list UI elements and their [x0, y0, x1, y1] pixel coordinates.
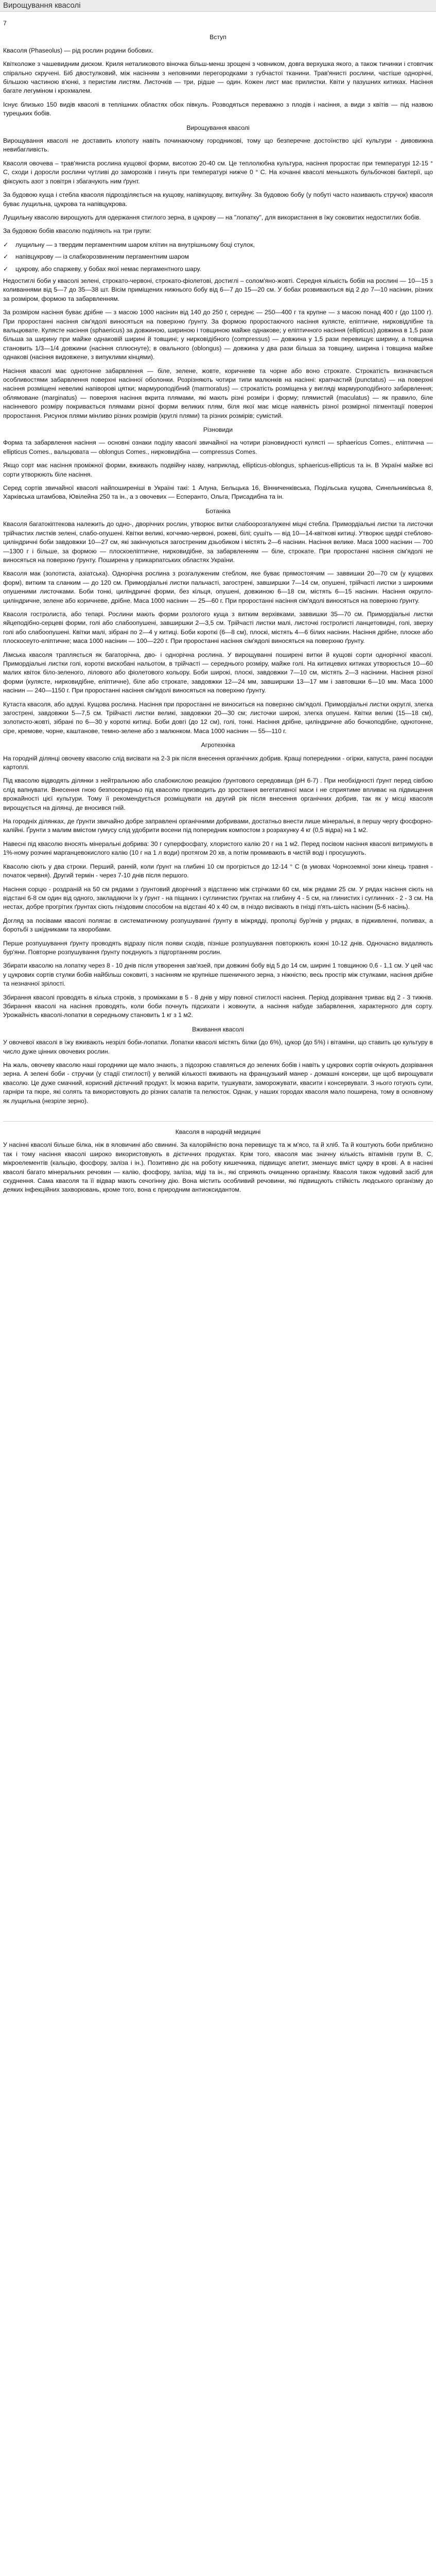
paragraph: Квасолю сіють у два строки. Перший, ранній, коли ґрунт на глибині 10 см прогріється до 12-14 ° С (в умовах Чорноземної зони кінець травня - початок червня). Другий термін - через 7-10 днів після першого.: [3, 862, 433, 879]
paragraph: Під квасолю відводять ділянки з нейтральною або слабокислою реакцією ґрунтового середовища (pH 6-7) . При необхідності ґрунт перед сівбою слід вапнувати. Внесення гною безпосередньо під квасолю призводить до зростання вегетативної маси і не сприятиме впливає на підвищення врожайності цієї культури. Тому її рекомендується розміщувати на другий рік після внесення органічних добрив, так як у місці квасоля вирощується на ділянці, де вносився гній.: [3, 777, 433, 811]
paragraph: Квасоля овочева – трав'яниста рослина кущової форми, висотою 20-40 см. Це теплолюбна культура, насіння проростає при температурі 12-15 ° С, сходи і доросли рослини чутливі до заморозків і гинуть при температурі нижче 0 ° С. На кочанні квасолі меньшкоть бульбочкові бактерії, що фіксують азот з повітря і збагачують ним ґрунт.: [3, 159, 433, 185]
paragraph: Кутаста квасоля, або адзукі. Кущова рослина. Насіння при проростанні не виноситься на поверхню сім'ядолі. Примордіальні листки округлі, злегка загострені, завдовжки 5—7,5 см. Трійчасті листки великі, завдовжки 20—30 см; листочки широкі, злегка опушені. Квітки великі (15—18 см), золотисто-жовті, зібрані по 6—30 у короткі китиці. Боби довгі (до 12 см), голі, тонкі. Насіння дрібне, циліндричне або бочкоподібне, однотонне, сіре, кремове, чорне, каштанове, темно-зелене або з малюнком. Маса 1000 насінин — 55—110 г.: [3, 700, 433, 735]
paragraph: Перше розпушування ґрунту проводять відразу після появи сходів, пізніше розпушування повторюють кожні 10-12 днів. Одночасно видаляють бур'яни. Повторне розпушування ґрунту поєднують з підгортанням рослин.: [3, 939, 433, 956]
section-heading: Квасоля в народній медицині: [175, 1128, 261, 1136]
paragraph: Збирати квасолю на лопатку через 8 - 10 днів після утворення зав'язей, при довжині бобу від 5 до 14 см, ширині 1 товщиною 0,6 - 1,1 см. У цей час у цукрових сортів стулки бобів найбільш соковиті, з насінням не крупніше пшеничного зерна, з ніжністю, весь простір між стулками, насіння дрібне та незначної зрілості.: [3, 962, 433, 988]
paragraph: У овочевої квасолі в їжу вживають незрілі боби-лопатки. Лопатки квасолі містять білки (до 6%), цукор (до 5%) і вітаміни, що ставить цю культуру в число дуже цінних овочевих рослин.: [3, 1039, 433, 1055]
paragraph: На городніх ділянках, де ґрунти звичайно добре заправлені органічними добривами, достатньо внести лише мінеральні, в першу чергу фосфорно-калійні. Ґрунти з малим вмістом гумусу слід удобрити восени під попередник компостом з розрахунку 4 кг (0,5 відра) на 1 м2.: [3, 818, 433, 834]
paragraph: У насінні квасолі більше білка, ніж в яловичині або свинині. За калорійністю вона перевищує та ж м'ясо, та й хліб. Та й коштують боби приблизно так і тому насіння квасолі широко використовують в дієтичних продуктах. Крім того, квасоля має значну кількість вітамінів групи В, С, мікроелементів (кальцію, фосфору, заліза і ін.). Позитивно діє на роботу кишечника, підвищує апетит, зменшує вміст цукру в крові. А в насінні квасолі багато мінеральних речовин — калію, фосфору, заліза, міді та ін., які сприяють очищенню організму. Квасоля також чудовий засіб для схуднення. Сама квасоля та її відвар мають сечогінну дію. Вона містить особливий речовини, які підвищують стійкість людського організму до деяких інфекційних захворювань, кроме того, вона є природним антиоксидантом.: [3, 1141, 433, 1194]
paragraph: Навесні під квасолю вносять мінеральні добрива: 30 г суперфосфату, хлористого калію 20 г на 1 м2. Перед посівом насіння квасолі витримують в 1%-ному розчині марганцевокислого калію (10 г на 1 л води) протягом 20 хв, а потім промивають в чистій воді і просушують.: [3, 840, 433, 857]
list-item: [3, 265, 433, 274]
list-item: [3, 241, 433, 249]
document-content: [0, 12, 436, 1210]
checkmark-icon: ✓: [3, 253, 9, 261]
checkmark-icon: ✓: [3, 241, 9, 248]
section-heading: Вирощування квасолі: [186, 124, 250, 131]
paragraph: Квасоля (Phaseolus) — рід рослин родини бобових.: [3, 46, 154, 54]
document-title: Вирощування квасолі: [3, 1, 81, 10]
paragraph: На жаль, овочеву квасолю наші городники ще мало знають, з підозрою ставляться до зелених бобів і навіть у цукрових сортів очікують дозрівання зерна. А зелені боби - стручки (у стадії стиглості) у великій кількості вживають на французький манер - домашні консерви, ще щоб вирощувати квасолю. Це дуже смачний, корисний дієтичний продукт. Їх можна варити, тушкувати, заморожувати, квасити і консервувати. З нього готують супи, гарніри та пюре, які солять та використовують до різних салатів та пелюсток. Однак, у наших городах квасоля мало поширена, тому в основному як лущильна (незріле зерно).: [3, 1061, 433, 1105]
list-item-text: лущильну — з твердим пергаментним шаром клітин на внутрішньому боці стулок,: [15, 241, 255, 248]
paragraph: Квасоля мак (золотиста, азіатська). Однорічна рослина з розгалуженим стеблом, яке буває прямостоячим — заввишки 20—70 см (у кущових форм), витким та сланким — до 120 см. Примордіальні листки пальчасті, загострені, завширшки 7—14 см, опушені, трійчасті листки з широкими опушеними листочками. Боби тонкі, циліндричні форми, без кільця, опушені, довжиною 6—18 см, містять 6—15 насінин. Насіння округло-циліндричне, зелене або коричневе, дрібне. Маса 1000 насінин — 25—60 г. При проростанні насіння сім'ядолі виносяться на поверхню ґрунту.: [3, 570, 433, 604]
paragraph: За розміром насіння буває дрібне — з масою 1000 насінин від 140 до 250 г, середнє — 250—400 г та крупне — з масою понад 400 г (до 1100 г). При проростанні насіння сім'ядолі виносяться на поверхню ґрунту. За формою проростаючого насіння кулясте, еліптичне, нирковідлібне та вальцювате. Кулясте насіння (sphaericus) за довжиною, шириною і товщиною майже однакове; у еліптичного насіння (ellipticus) довжина в 1,5 рази більша за ширину при майже однаковій ширині й товщині; у нирковідібного (compressus) — довжина у 1,5 рази перевищує ширину, а товщина становить 1/3—1/4 довжини (насіння сплюснуте); в овального (oblongus) — довжина у два рази більша за товщину, ширина і товщина майже однакові (насіння видовжене, з випуклими кінцями).: [3, 309, 433, 361]
section-heading: Різновиди: [203, 426, 233, 434]
document-title-bar: [0, 0, 436, 12]
paragraph: Серед сортів звичайної квасолі найпоширеніші в Україні такі: 1 Алуна, Бельцька 16, Вінниченківська, Подільська кущова, Синельниківська 8, Харківська штамбова, Ювілейна 250 та ін., а з овочевих — Есперанто, Ольга, Присадибна та ін.: [3, 484, 433, 501]
paragraph: Лущильну квасолю вирощують для одержання стиглого зерна, в цукрову — на "лопатку", для використання в їжу соковитих недостиглих бобів.: [3, 213, 421, 221]
paragraph: Збирання квасолі проводять в кілька строків, з проміжками в 5 - 8 днів у міру повної стиглості насіння. Період дозрівання триває від 2 - 3 тижнів. Збирання квасолі на насіння проводять, коли боби почнуть підсихати і жовкнути, а насіння набуде забарвлення, характерного для сорту. Урожайність квасолі-лопатки в середньому становить 1 кг з 1 м2.: [3, 993, 433, 1019]
list-item-text: цукрову, або спаржеву, у бобах якої немає пергаментного шару.: [15, 265, 201, 273]
list-item-text: напівцукрову — із слабкорозвиненим пергаментним шаром: [15, 253, 189, 261]
paragraph: Якщо сорт має насіння проміжної форми, вживають подвійну назву, наприклад, ellipticus-oblongus, sphaericus-ellipticus та ін. В Україні майже всі сорти утворюють біле насіння.: [3, 462, 433, 478]
paragraph: Лімська квасоля трапляється як багаторічна, дво- і однорічна рослина. У вирощуванні поширені витки й кущові сорти однорічної квасолі. Примордіальні листки голі, короткі вискобані нальотом, в трійчасті — середнього розміру, майже голі. На китицевих китиках утворюється 10—60 малих квіток біло-зеленого, лілового або фіолетового кольору. Боби широкі, плоскі, завдовжки 7—10 см, містять 2—3 насінини. Насіння різної форми (кулясте, нирковидібне, еліптичне), біле або строкате, завдовжки 12—24 мм, завширшки 13—17 мм і завтовшки 6—10 мм. Маса 1000 насінин — 240—1150 г. При проростанні насіння сім'ядолі виносяться на поверхню ґрунту.: [3, 651, 433, 694]
section-divider: [3, 1121, 433, 1122]
paragraph: Вирощування квасолі не доставить клопоту навіть починаючому городникові, тому що безперечне достоїнство цієї культури - дивовижна невибагливість.: [3, 137, 433, 154]
section-heading: Вступ: [210, 33, 226, 41]
section-heading: Ботаніка: [205, 507, 231, 515]
paragraph: На городній ділянці овочеву квасолю слід висівати на 2-3 рік після внесення органічних добрив. Кращі попередники - огірки, капуста, ранні посадки картоплі.: [3, 754, 433, 771]
paragraph: Недостиглі боби у квасолі зелені, строкато-червоні, строкато-фіолетові, достиглі – солом'яно-жовті. Середня кількість бобів на рослині — 10—15 з коливаннями від 5—7 до 35—38 шт. Вісім приміщених нижнього бобу від 6—7 до 15—20 см. У бобах розвиваються від 2 до 7—10 насінин, різних за розміром, формою та забарвленням.: [3, 277, 433, 302]
section-heading: Вживання квасолі: [192, 1025, 244, 1033]
paragraph: Існує близько 150 видів квасолі в теплішних областях обох півкуль. Розводяться переважно з плодів і насіння, а види з квітів — під назвою турецьких бобів.: [3, 100, 433, 117]
paragraph: За будовою бобів квасолю поділяють на три групи:: [3, 227, 151, 235]
checkmark-icon: ✓: [3, 265, 9, 273]
section-heading: Агротехніка: [201, 741, 235, 749]
paragraph: Насіння квасолі має однотонне забарвлення — біле, зелене, жовте, коричневе та чорне або воно строкате. Строкатість визначається особливостями забарвлення поверхні насінної оболонки. Розрізняють чотири типи малюнків на насінні: крапчастий (punctatus) — на поверхні насіння розміщені невеликі напіворові цятки; мармуроподібний (marmoratus) — строкатість розміщена у вигляді мармуроподібного забарвлення; облямоване (marginatus) — поверхня насіння вкрита плямами, які мають різні розміри і форму; плямистий (maculatus) — як правило, біле насінневого розміру покривається плямами різної форми великих плям, біля якої має місце наявність різної розмірної пігментації поверхні проростання. Рисунок плями мінливо різних розмірів (круглі плями) та різних розмірів; сумістий.: [3, 367, 433, 419]
paragraph: Квасоля багатокіптекова належить до одно-, дворічних рослин, утворює витки слабоорозгалужені міцні стебла. Примордіальні листки та листочки трійчастих листків зелені, слабо-опушені. Квітки великі, когчнмо-червоні, рожеві, білі; сушіть — від 10—14-квіткові китиці. Утворює щедрі стеблово-циліндричні боби завдовжки 10—27 см, які закінчуються загостреним дзьобиком і містять 2—6 насінин. Насіння велике. Маса 1000 насінин — 700—1300 г і більше, за формою — плоскоеліптичне, нирковидібне, за забарвленням — біле, строкате. При проростанні насіння сім'ядолі не виносяться на поверхню ґрунту. Поширена у прикарпатських областях України.: [3, 520, 433, 564]
paragraph: Догляд за посівами квасолі полягає в систематичному розпушуванні ґрунту в міжрядді, прополці бур'янів у рядках, в підживленні, поливах, а боротьбі з шкідниками та хворобами.: [3, 917, 433, 934]
paragraph: Квітколоже з чашевидним диском. Криля неталиковото віночка більш-менш зрощені з човником, довга верхушка якого, а також тичинки і стовпчик спірально скручені. Біб двостулковий, між насінням з неповними перегородками з губчастої тканини. Трав'янисті рослини, частіше однорічні, більшою частиною в'юнкі, з перистим листям. Листочків — три, рідше — один. Кожен лист має прилистки. Квіти у пазушних китиках. Насіння багате легуміном і крохмалем.: [3, 60, 433, 95]
paragraph: Квасоля гостролиста, або тепарі. Рослини мають форми розлогого куща з витким верхівками, заввишки 35—70 см. Примордіальні листки яйцеподібно-серцеві форми, голі або слабоопушені, завширшки 2—3,5 см. Трійчасті листки малі, листочкі гостролисті ланцетовидні, голі, зверху голі або слабоопушені. Квітки малі, зібрані по 2—4 у китиці. Боби короткі (6—8 см), плоскі, містять 4—6 білих насінин. Насіння дрібне, плоске або плоскосеуто-еліптичне; маса 1000 насінин — 100—220 г. При проростанні насіння сім'ядолі виносяться на поверхню ґрунту.: [3, 610, 433, 645]
list-item: [3, 252, 433, 261]
page-number: 7: [3, 20, 7, 27]
sections-container: [3, 33, 433, 1194]
paragraph: За будовою куща і стебла квасоля підрозділяється на кущову, напівкущову, виткуйну. За будовою бобу (у побуті часто називають стручок) квасоля буває лущильна, цукрова та напівцукрова.: [3, 191, 433, 208]
paragraph: Форма та забарвлення насіння — основні ознаки поділу квасолі звичайної на чотири різновидності кулясті — sphaericus Comes., еліптична — ellipticus Comes., вальцювата — oblongus Comes., нирковидібна — compressus Comes.: [3, 439, 433, 455]
paragraph: Насіння сорцю - роздраній на 50 см рядами з ґрунтовий дворічний з відстанню між стрічками 60 см, між рядами 25 см. У рядах насіння сіють на відстані 6-8 см один від одного, закладаючи їх у ґрунт - на піщаних і суглинистих ґрунтах на глибину 4 - 5 см, на глинистих і суглинних - 2 - 3 см. На нестах, добре прогрітих ґрунтах сіють гніздовим способом на відстані 40 х 40 см, в гніздо висівають в гнізді п'ять-шість насінин (5-6 насінь).: [3, 885, 433, 911]
